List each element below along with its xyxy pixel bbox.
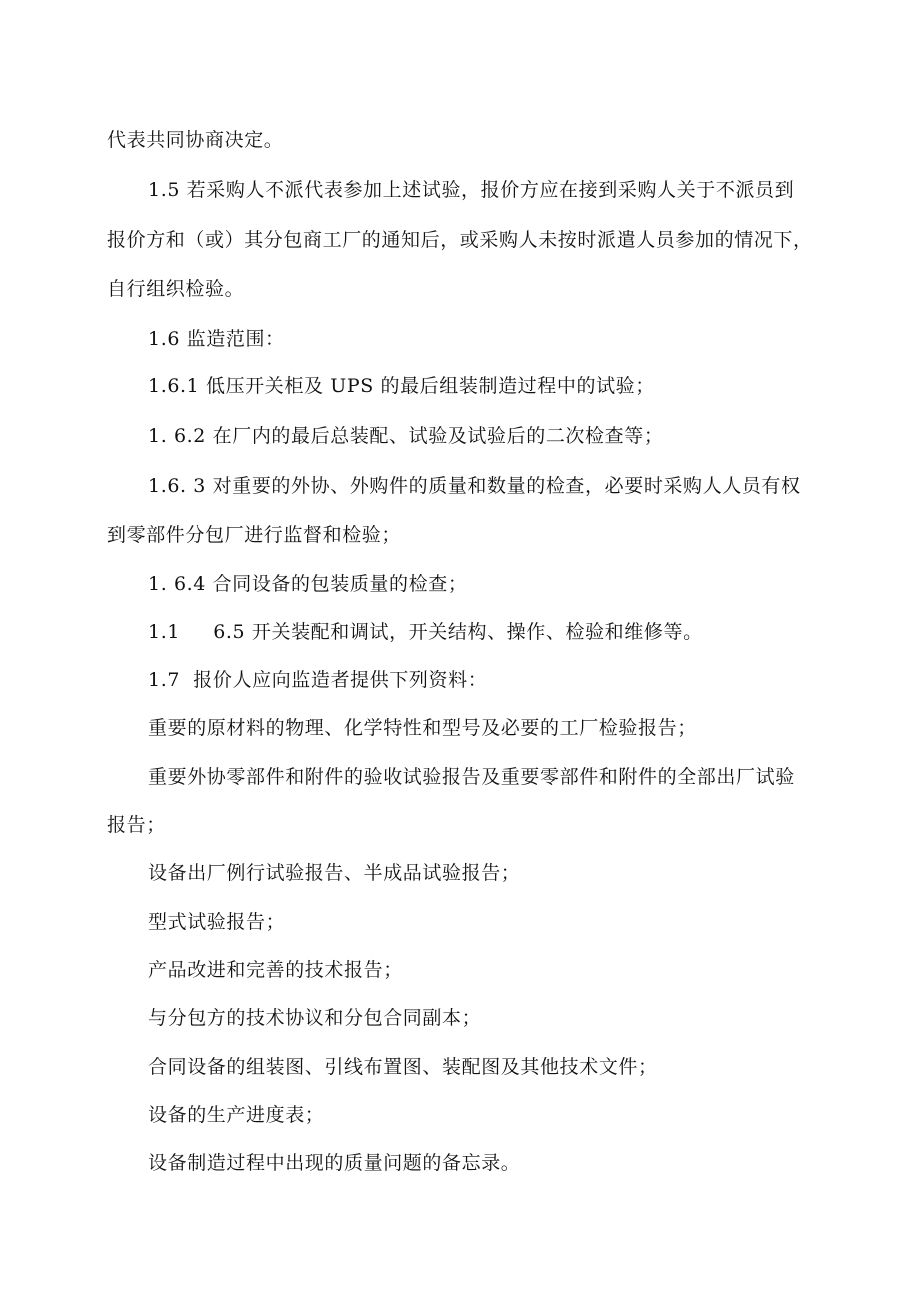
text-line: 1. 6.4 合同设备的包装质量的检查； [148, 573, 468, 595]
text-line: 到零部件分包厂进行监督和检验； [107, 524, 402, 546]
text-line: 报价方和（或）其分包商工厂的通知后，或采购人未按时派遣人员参加的情况下， [107, 229, 813, 251]
text-line: 设备制造过程中出现的质量问题的备忘录。 [148, 1152, 521, 1174]
text-line: 自行组织检验。 [107, 278, 245, 300]
text-line: 1.6 监造范围： [148, 328, 285, 350]
text-line: 重要的原材料的物理、化学特性和型号及必要的工厂检验报告； [148, 717, 697, 739]
text-line: 1.6.1 低压开关柜及 UPS 的最后组装制造过程中的试验； [148, 375, 655, 397]
text-line: 产品改进和完善的技术报告； [148, 959, 403, 981]
text-line: 代表共同协商决定。 [107, 129, 284, 151]
text-line: 1.7 报价人应向监造者提供下列资料： [148, 669, 488, 691]
text-line: 1.6. 3 对重要的外协、外购件的质量和数量的检查，必要时采购人人员有权 [148, 475, 801, 497]
text-line: 设备的生产进度表； [148, 1104, 325, 1126]
text-line: 合同设备的组装图、引线布置图、装配图及其他技术文件； [148, 1056, 658, 1078]
text-line: 重要外协零部件和附件的验收试验报告及重要零部件和附件的全部出厂试验 [148, 766, 795, 788]
text-line: 设备出厂例行试验报告、半成品试验报告； [148, 862, 521, 884]
text-line: 型式试验报告； [148, 911, 286, 933]
text-line: 1. 6.2 在厂内的最后总装配、试验及试验后的二次检查等； [148, 425, 664, 447]
text-line: 报告； [107, 814, 166, 836]
text-line: 与分包方的技术协议和分包合同副本； [148, 1007, 482, 1029]
text-line: 1.1 6.5 开关装配和调试，开关结构、操作、检验和维修等。 [148, 621, 703, 643]
text-line: 1.5 若采购人不派代表参加上述试验，报价方应在接到采购人关于不派员到 [148, 179, 795, 201]
